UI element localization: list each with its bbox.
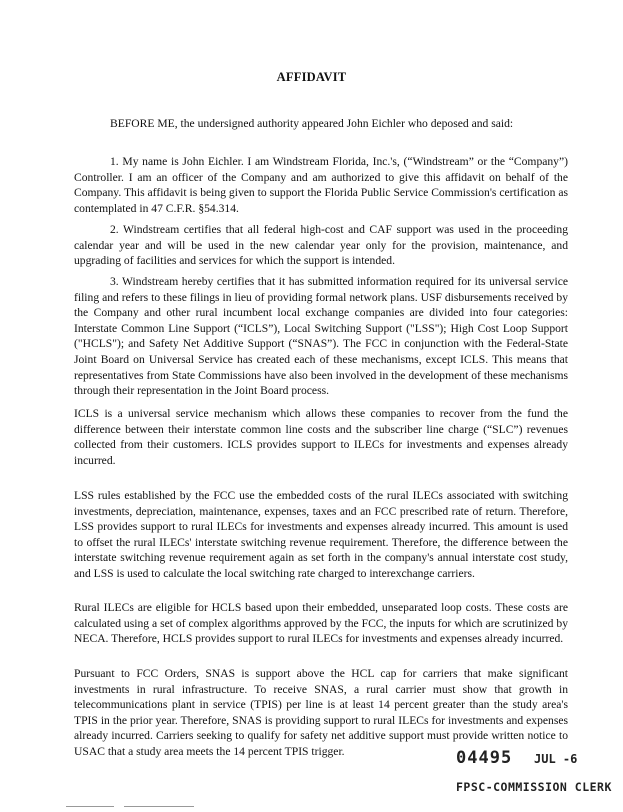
stamp-clerk: FPSC-COMMISSION CLERK [456, 780, 612, 794]
footer-rule-right [124, 806, 194, 807]
paragraph-snas: Pursuant to FCC Orders, SNAS is support above the HCL cap for carriers that make significant investments in rural infrastructure. To receive SNAS, a rural carrier must show that growth in telecommunications plant in service (TPIS) per line is at least 14 percent greater than the study area's TPIS in the prior year. Therefore, SNAS is providing support to rural ILECs for investments and expenses already incurred. Carriers seeking to qualify for safety net additive support must provide written notice to USAC that a study area meets the 14 percent TPIS trigger. [74, 667, 568, 758]
paragraph-3: 3. Windstream hereby certifies that it has submitted information required for its universal service filing and refers to these filings in lieu of providing formal network plans. USF disbursements received by the Company and other rural incumbent local exchange companies are divided into four categories: Interstate Common Line Support (“ICLS”), Local Switching Support ("LSS"); High Cost Loop Support ("HCLS"); and Safety Net Additive Support (“SNAS”). The FCC in conjunction with the Federal-State Joint Board on Universal Service has created each of these mechanisms, except ICLS. This means that representatives from State Commissions have also been involved in the development of these mechanisms through their representation in the Joint Board process. [74, 275, 568, 398]
paragraph-1: 1. My name is John Eichler. I am Windstream Florida, Inc.'s, (“Windstream” or the “Company”) Controller. I am an officer of the Company and am authorized to give this affidavit on behalf of the Company. This affidavit is being given to support the Florida Public Service Commission's certification as contemplated in 47 C.F.R. §54.314. [74, 155, 568, 215]
intro-paragraph: BEFORE ME, the undersigned authority appeared John Eichler who deposed and said: [110, 117, 514, 130]
footer-rule-left [66, 806, 114, 807]
paragraph-lss: LSS rules established by the FCC use the embedded costs of the rural ILECs associated with switching investments, depreciation, maintenance, expenses, taxes and an FCC prescribed rate of return. Therefore, LSS provides support to rural ILECs for investments and expenses already incurred. This amount is used to offset the rural ILECs' interstate switching revenue requirement. Therefore, the difference between the interstate switching revenue requirement again as set forth in the company's annual interstate cost study, and LSS is used to calculate the local switching rate charged to interexchange carriers. [74, 489, 568, 580]
paragraph-2: 2. Windstream certifies that all federal high-cost and CAF support was used in the proceeding calendar year and will be used in the new calendar year only for the provision, maintenance, and upgrading of facilities and services for which the support is intended. [74, 223, 568, 268]
paragraph-hcls: Rural ILECs are eligible for HCLS based upon their embedded, unseparated loop costs. These costs are calculated using a set of complex algorithms approved by the FCC, the inputs for which are scrutinized by NECA. Therefore, HCLS provides support to rural ILECs for investments and expenses already incurred. [74, 601, 568, 646]
stamp-document-number: 04495 [456, 748, 513, 768]
stamp-date: JUL -6 [534, 752, 578, 766]
paragraph-icls: ICLS is a universal service mechanism which allows these companies to recover from the fund the difference between their interstate common line costs and the subscriber line charge (“SLC”) revenues collected from their customers. ICLS provides support to ILECs for investments and expenses already incurred. [74, 407, 568, 467]
document-title: AFFIDAVIT [276, 70, 347, 84]
